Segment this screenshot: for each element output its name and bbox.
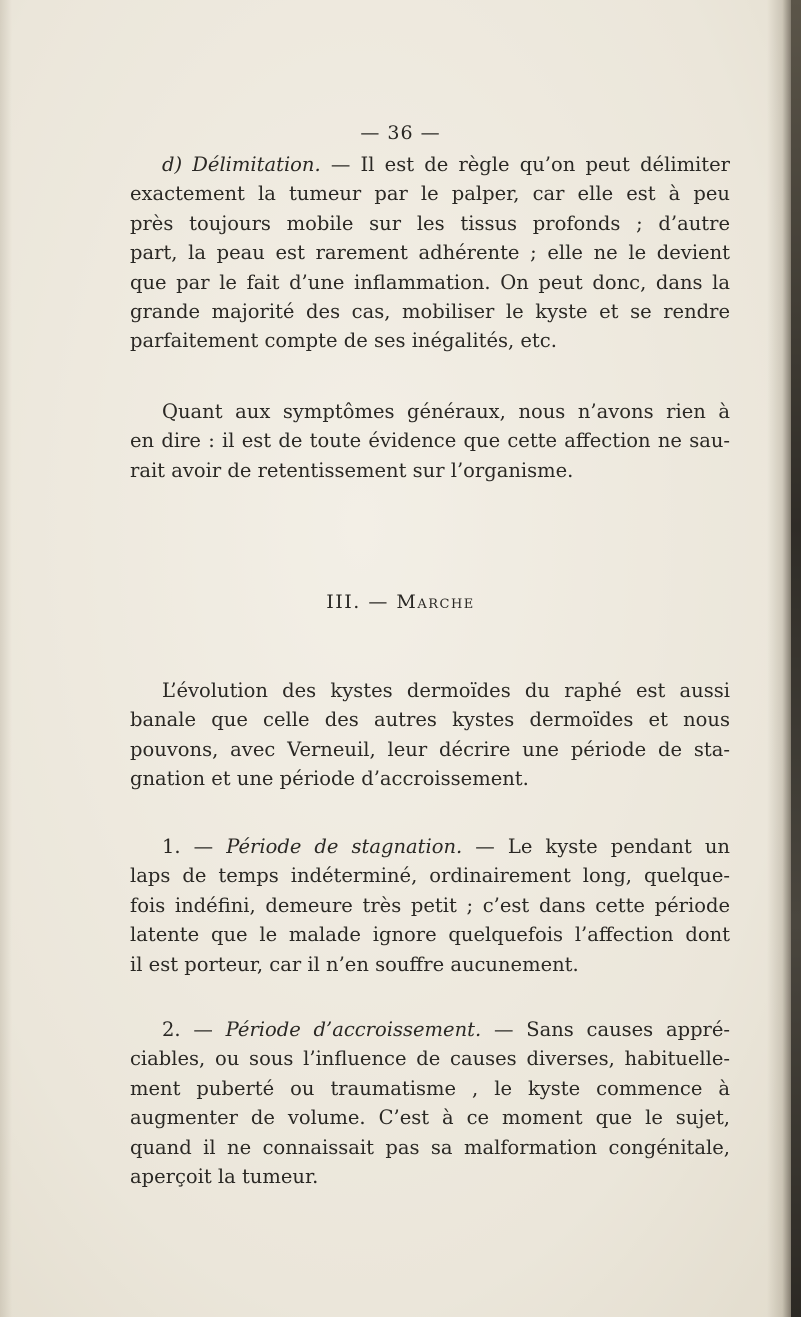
text-line: aperçoit la tumeur.	[130, 1164, 319, 1188]
text-line: Quant aux symptômes généraux, nous n’avons rien à	[162, 400, 730, 423]
text-line: exactement la tumeur par le palper, car elle est à peu	[130, 182, 730, 206]
text-line: quand il ne connaissait pas sa malformation congénitale,	[130, 1135, 730, 1159]
section-numeral: III. —	[326, 591, 389, 613]
paragraph-growth	[130, 1015, 730, 1191]
text-line: augmenter de volume. C’est à ce moment que le sujet,	[130, 1106, 730, 1130]
text-line: 1. — Période de stagnation. — Le kyste pendant un	[162, 835, 730, 858]
text-line: en dire : il est de toute évidence que cette affection ne sau-	[130, 429, 730, 453]
text-line: grande majorité des cas, mobiliser le kyste et se rendre	[130, 299, 730, 323]
text-line: part, la peau est rarement adhérente ; elle ne le devient	[130, 241, 730, 265]
text-line: ment puberté ou traumatisme , le kyste commence à	[130, 1076, 730, 1100]
text-line: près toujours mobile sur les tissus profonds ; d’autre	[130, 211, 730, 235]
text-line: d) Délimitation. — Il est de règle qu’on peut délimiter	[162, 153, 730, 176]
text-line: rait avoir de retentissement sur l’organisme.	[130, 458, 574, 482]
text-line: pouvons, avec Verneuil, leur décrire une période de sta-	[130, 737, 730, 761]
paragraph-heading: Période d’accroissement.	[225, 1018, 482, 1041]
text-line: 2. — Période d’accroissement. — Sans causes appré-	[162, 1018, 731, 1041]
section-title: Marche	[396, 591, 475, 613]
section-heading	[0, 591, 801, 613]
paragraph-stagnation	[130, 832, 730, 979]
text-line: ciables, ou sous l’influence de causes diverses, habituelle-	[130, 1047, 730, 1071]
paragraph-general-symptoms	[130, 397, 730, 485]
text-line: L’évolution des kystes dermoïdes du raphé est aussi	[162, 679, 730, 702]
page-number: — 36 —	[360, 122, 441, 144]
text-line: que par le fait d’une inflammation. On peut donc, dans la	[130, 270, 730, 294]
text-line: laps de temps indéterminé, ordinairement long, quelque-	[130, 864, 730, 888]
text-line: banale que celle des autres kystes dermoïdes et nous	[130, 708, 730, 732]
paragraph-evolution	[130, 676, 730, 794]
page-left-shade	[0, 0, 12, 1317]
text-line: il est porteur, car il n’en souffre aucunement.	[130, 952, 579, 976]
text-line: fois indéfini, demeure très petit ; c’est dans cette période	[130, 893, 730, 917]
paragraph-heading: Période de stagnation.	[226, 835, 463, 858]
text-line: parfaitement compte de ses inégalités, etc.	[130, 329, 557, 353]
text-line: latente que le malade ignore quelquefois l’affection dont	[130, 923, 730, 947]
paragraph-delimitation	[130, 150, 730, 356]
paragraph-heading: d) Délimitation.	[162, 153, 321, 176]
text-line: gnation et une période d’accroissement.	[130, 767, 529, 791]
book-edge	[791, 0, 801, 1317]
